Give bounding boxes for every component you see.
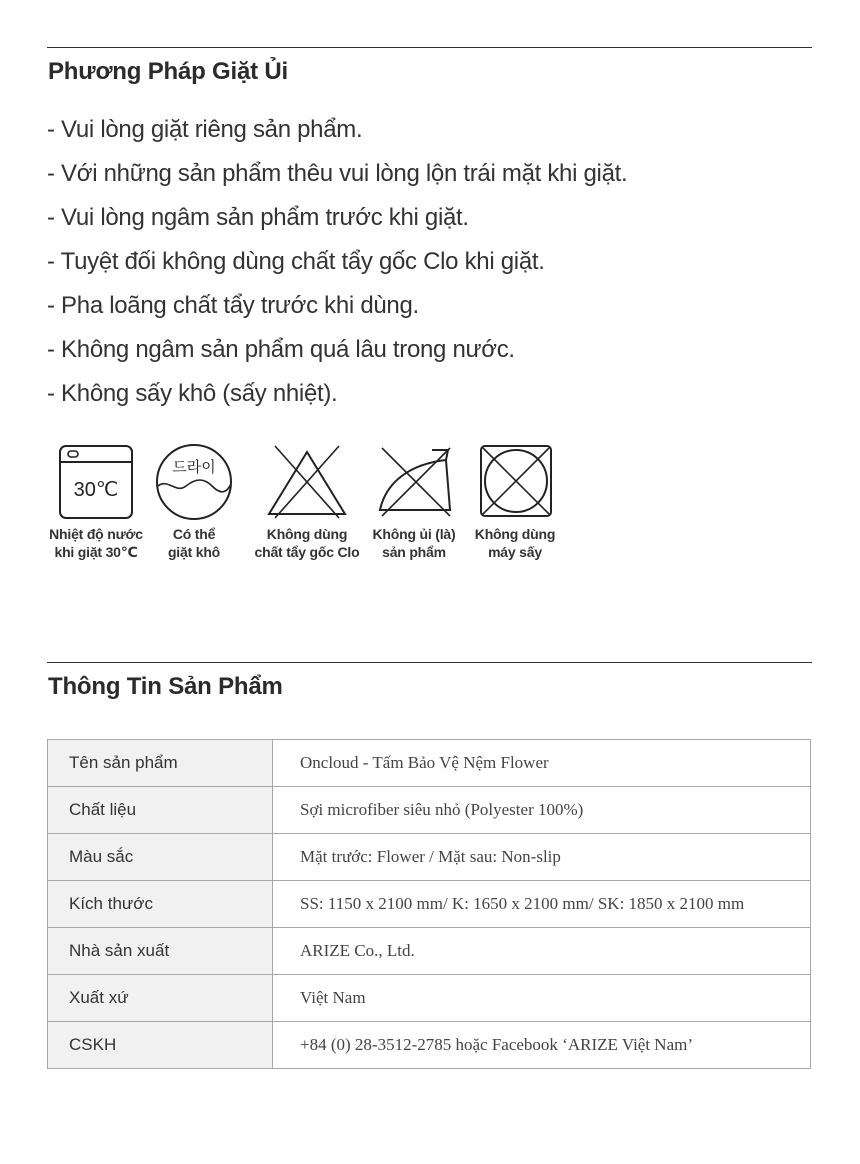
row-label: Tên sản phẩm — [48, 740, 273, 787]
row-label: CSKH — [48, 1022, 273, 1069]
instruction-item: - Không ngâm sản phẩm quá lâu trong nước. — [47, 336, 515, 363]
table-row — [48, 740, 811, 787]
no-iron-icon — [372, 442, 456, 522]
section-divider — [47, 662, 812, 663]
dry-clean-icon — [154, 442, 234, 522]
care-item-no-bleach — [248, 442, 366, 561]
care-caption: Không dùng chất tẩy gốc Clo — [254, 526, 360, 560]
row-value: SS: 1150 x 2100 mm/ K: 1650 x 2100 mm/ SK: 1850 x 2100 mm — [273, 881, 811, 928]
table-row — [48, 1022, 811, 1069]
row-value: Sợi microfiber siêu nhỏ (Polyester 100%) — [273, 787, 811, 834]
section-divider — [47, 47, 812, 48]
instruction-item: - Với những sản phẩm thêu vui lòng lộn trái mặt khi giặt. — [47, 160, 628, 187]
no-bleach-icon — [263, 442, 351, 522]
care-item-no-tumble-dry — [466, 442, 564, 561]
row-label: Màu sắc — [48, 834, 273, 881]
instruction-item: - Pha loãng chất tẩy trước khi dùng. — [47, 292, 419, 319]
row-label: Kích thước — [48, 881, 273, 928]
washing-instructions-list — [47, 108, 627, 416]
row-label: Nhà sản xuất — [48, 928, 273, 975]
row-value: Mặt trước: Flower / Mặt sau: Non-slip — [273, 834, 811, 881]
dry-clean-label: 드라이 — [172, 458, 216, 476]
product-info-table — [47, 739, 811, 1069]
washing-section-title: Phương Pháp Giặt Ủi — [48, 58, 288, 85]
care-caption: Không ủi (là) sản phẩm — [372, 526, 456, 560]
no-tumble-dry-icon — [475, 442, 555, 522]
row-value: Oncloud - Tấm Bảo Vệ Nệm Flower — [273, 740, 811, 787]
instruction-item: - Không sấy khô (sấy nhiệt). — [47, 380, 338, 407]
instruction-item: - Vui lòng giặt riêng sản phẩm. — [47, 116, 363, 143]
care-item-wash — [40, 442, 152, 561]
instruction-item: - Tuyệt đối không dùng chất tẩy gốc Clo khi giặt. — [47, 248, 545, 275]
care-item-no-iron — [367, 442, 461, 561]
row-value: ARIZE Co., Ltd. — [273, 928, 811, 975]
table-row — [48, 787, 811, 834]
table-row — [48, 928, 811, 975]
care-caption: Nhiệt độ nước khi giặt 30℃ — [49, 526, 143, 560]
table-row — [48, 975, 811, 1022]
table-row — [48, 834, 811, 881]
care-caption: Có thể giặt khô — [167, 526, 221, 560]
care-item-dry-clean — [152, 442, 236, 561]
care-caption: Không dùng máy sấy — [474, 526, 556, 560]
row-value: +84 (0) 28-3512-2785 hoặc Facebook ‘ARIZE Việt Nam’ — [273, 1022, 811, 1069]
table-row — [48, 881, 811, 928]
product-info-title: Thông Tin Sản Phẩm — [48, 673, 283, 700]
row-value: Việt Nam — [273, 975, 811, 1022]
care-icons-row — [40, 442, 580, 572]
wash-temp-label: 30℃ — [73, 479, 119, 501]
instruction-item: - Vui lòng ngâm sản phẩm trước khi giặt. — [47, 204, 469, 231]
row-label: Xuất xứ — [48, 975, 273, 1022]
row-label: Chất liệu — [48, 787, 273, 834]
wash-30c-icon — [56, 442, 136, 522]
